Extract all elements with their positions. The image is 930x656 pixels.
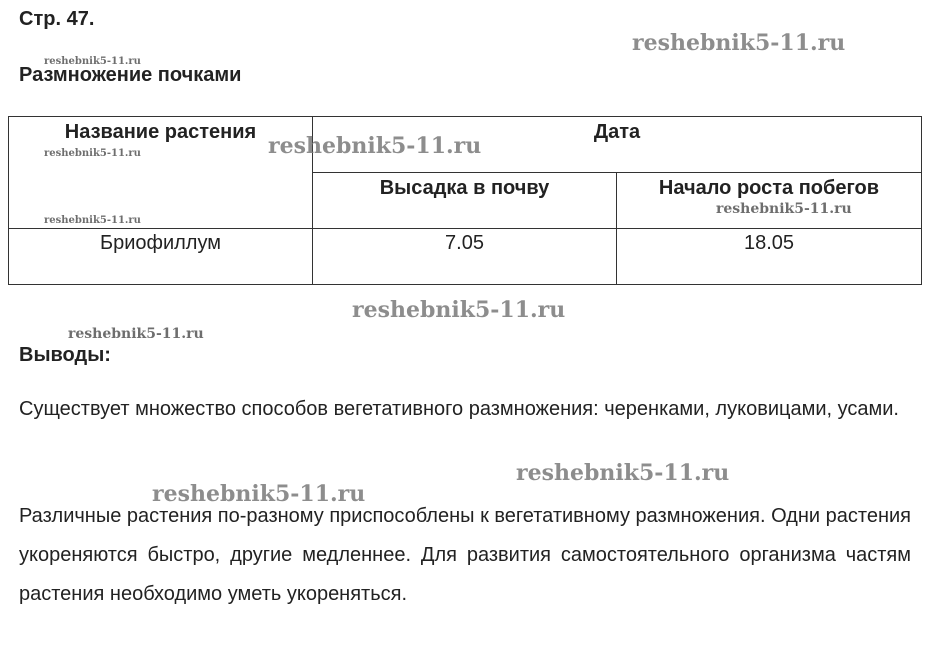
header-planting: Высадка в почву [313, 173, 617, 229]
cell-planting: 7.05 [313, 229, 617, 285]
watermark: reshebnik5-11.ru [44, 148, 141, 159]
watermark: reshebnik5-11.ru [44, 215, 141, 226]
conclusions-title: Выводы: [19, 344, 111, 366]
conclusion-paragraph: Существует множество способов вегетативного размножения: черенками, луковицами, усами. [19, 398, 899, 420]
watermark: reshebnik5-11.ru [268, 133, 482, 159]
watermark: reshebnik5-11.ru [352, 297, 566, 323]
watermark: reshebnik5-11.ru [516, 460, 730, 486]
watermark: reshebnik5-11.ru [68, 326, 204, 342]
header-growth-start: Начало роста побегов [617, 173, 922, 229]
header-plant-name: Название растения [9, 117, 313, 229]
page-number: Стр. 47. [19, 8, 95, 30]
watermark: reshebnik5-11.ru [44, 56, 141, 67]
cell-growth: 18.05 [617, 229, 922, 285]
conclusion-paragraph: Различные растения по-разному приспособлены к вегетативному размножения. Одни растения укореняются быстро, другие медленнее. Для развития самостоятельного организма частям растения необходимо уметь укореняться. [19, 505, 911, 605]
header-date: Дата [313, 117, 922, 173]
watermark: reshebnik5-11.ru [716, 201, 852, 217]
section-title: Размножение почками [19, 64, 242, 86]
watermark: reshebnik5-11.ru [632, 30, 846, 56]
table-row [9, 229, 922, 285]
cell-plant: Бриофиллум [9, 229, 313, 285]
watermark: reshebnik5-11.ru [152, 481, 366, 507]
